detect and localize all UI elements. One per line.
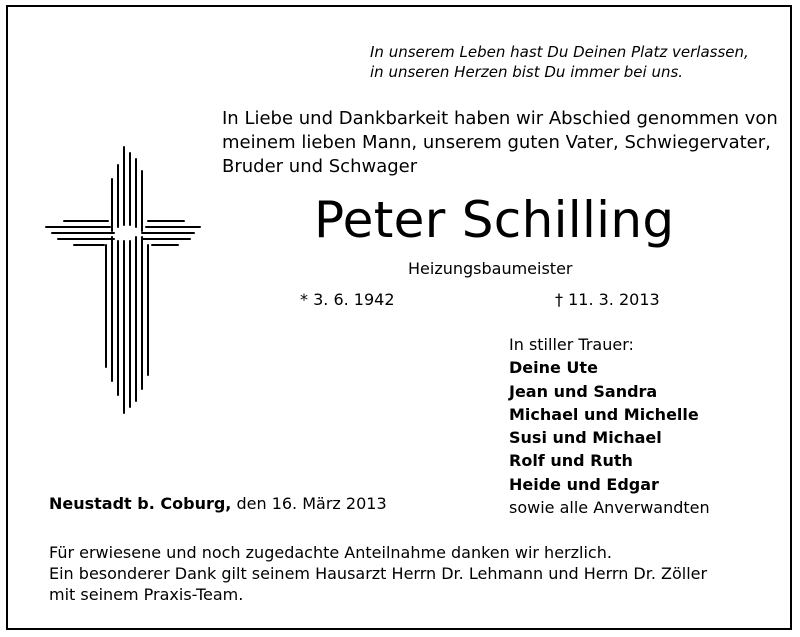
- family-member: Michael und Michelle: [509, 404, 699, 424]
- motto-line: In unserem Leben hast Du Deinen Platz verlassen,: [370, 43, 749, 61]
- mourning-block: [509, 333, 710, 519]
- intro-line: meinem lieben Mann, unserem guten Vater, Schwiegervater,: [222, 132, 771, 153]
- death-date: † 11. 3. 2013: [555, 290, 660, 309]
- family-member: Susi und Michael: [509, 428, 662, 448]
- stylized-cross-icon: [44, 145, 204, 425]
- intro-line: In Liebe und Dankbarkeit haben wir Abschied genommen von: [222, 108, 778, 129]
- thanks-text: [49, 542, 707, 605]
- place-date-line: [49, 496, 387, 512]
- thanks-line: Für erwiesene und noch zugedachte Anteilnahme danken wir herzlich.: [49, 543, 612, 562]
- thanks-line: mit seinem Praxis-Team.: [49, 585, 244, 604]
- thanks-line: Ein besonderer Dank gilt seinem Hausarzt Herrn Dr. Lehmann und Herrn Dr. Zöller: [49, 564, 708, 583]
- motto-quote: [370, 42, 749, 82]
- place-name: Neustadt b. Coburg,: [49, 494, 232, 513]
- deceased-name: Peter Schilling: [314, 191, 675, 249]
- birth-date: * 3. 6. 1942: [300, 290, 395, 309]
- mourning-heading: In stiller Trauer:: [509, 335, 634, 354]
- intro-line: Bruder und Schwager: [222, 156, 418, 177]
- family-member: Heide und Edgar: [509, 474, 659, 494]
- notice-date: den 16. März 2013: [236, 494, 387, 513]
- relatives-line: sowie alle Anverwandten: [509, 498, 710, 518]
- deceased-profession: Heizungsbaumeister: [408, 259, 573, 278]
- obituary-notice: [6, 5, 792, 630]
- family-member: Rolf und Ruth: [509, 451, 633, 471]
- family-member: Jean und Sandra: [509, 381, 658, 401]
- family-member: Deine Ute: [509, 358, 598, 378]
- intro-text: [222, 107, 778, 179]
- motto-line: in unseren Herzen bist Du immer bei uns.: [370, 63, 684, 81]
